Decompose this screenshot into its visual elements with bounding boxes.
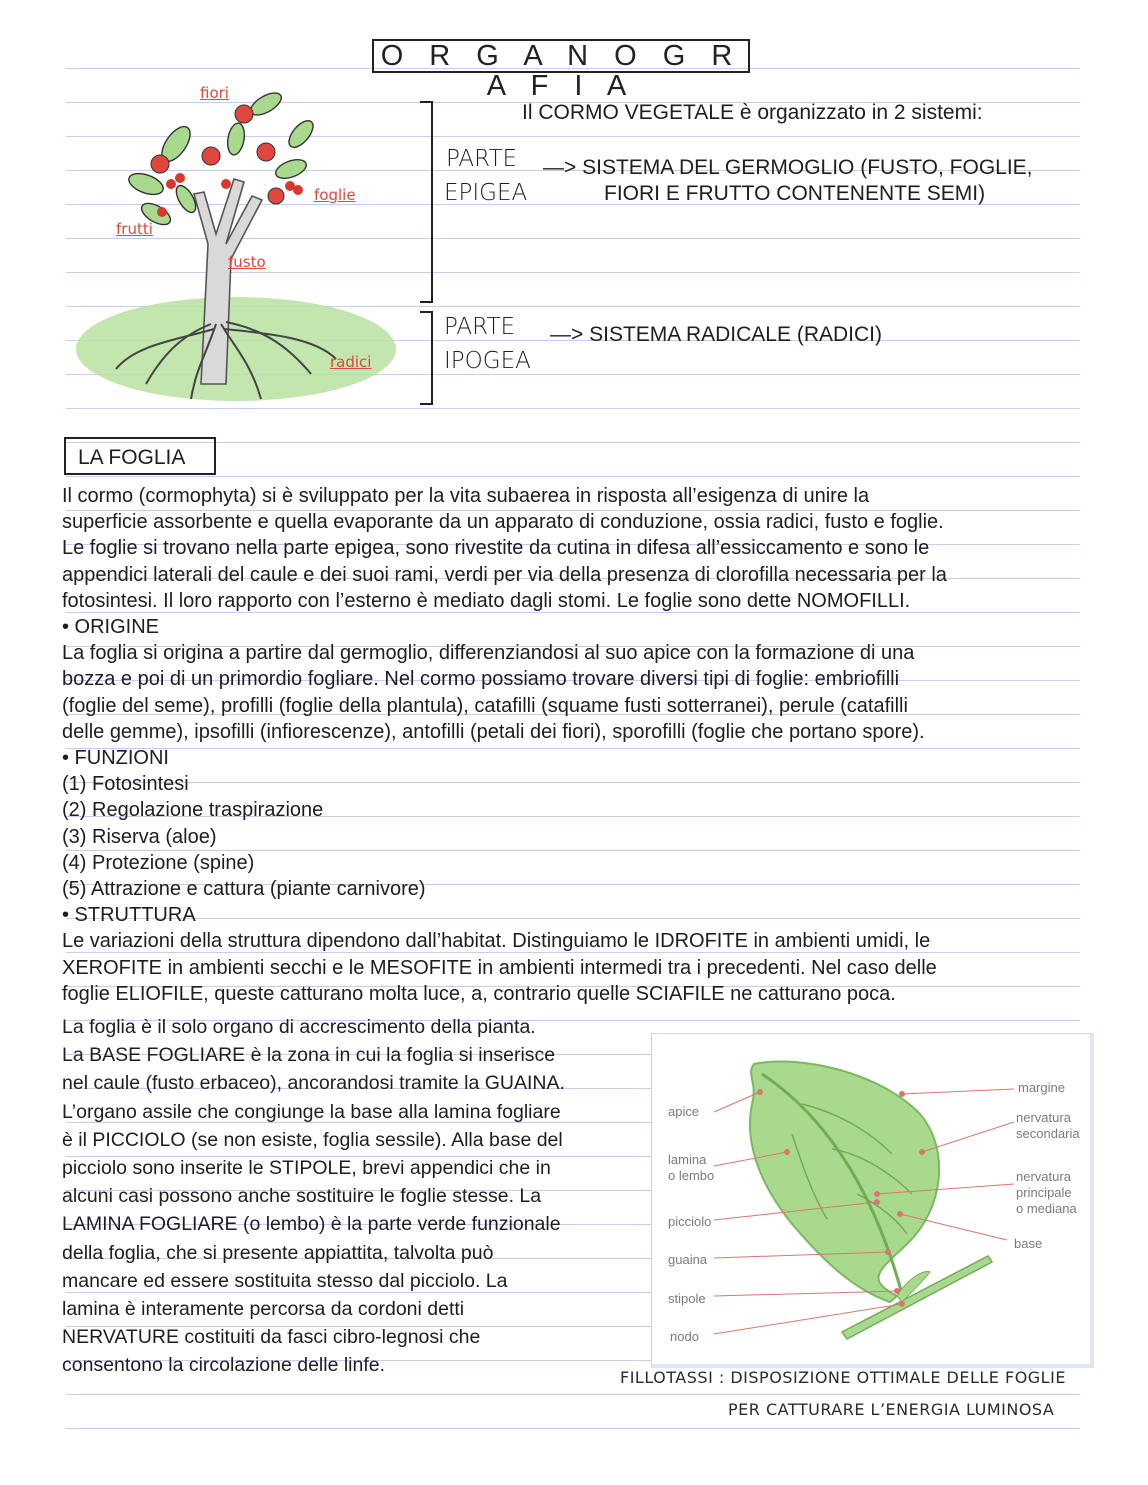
fruit bbox=[175, 173, 185, 183]
intro-line: (foglie del seme), profilli (foglie della plantula), catafilli (squame fusti sotterranei), perule (catafilli bbox=[62, 694, 908, 717]
label-guaina: guaina bbox=[668, 1252, 708, 1267]
label-foglie: foglie bbox=[314, 186, 356, 204]
intro-line: XEROFITE in ambienti secchi e le MESOFITE in ambienti intermedi tra i precedenti. Nel caso delle bbox=[62, 956, 937, 979]
structure-line: della foglia, che si presente appiattita, talvolta può bbox=[62, 1241, 494, 1264]
epigea-arrow-1: —> SISTEMA DEL GERMOGLIO (FUSTO, FOGLIE, bbox=[543, 156, 1033, 179]
structure-line: NERVATURE costituiti da fasci cibro-legnosi che bbox=[62, 1326, 481, 1349]
flower bbox=[235, 105, 253, 123]
fruit bbox=[293, 185, 303, 195]
page-title: O R G A N O G R A F I A bbox=[372, 39, 750, 73]
intro-line: Il cormo (cormophyta) si è sviluppato per la vita subaerea in risposta all’esigenza di unire la bbox=[62, 485, 870, 507]
leaf-blade bbox=[750, 1061, 939, 1302]
intro-line: • FUNZIONI bbox=[62, 747, 169, 770]
intro-line: La foglia si origina a partire dal germoglio, differenziandosi al suo apice con la formazione di una bbox=[62, 642, 915, 665]
section-title-la-foglia: LA FOGLIA bbox=[64, 437, 216, 475]
structure-line: è il PICCIOLO (se non esiste, foglia sessile). Alla base del bbox=[62, 1128, 563, 1151]
structure-text-block bbox=[62, 1013, 565, 1380]
leaf bbox=[126, 169, 166, 198]
ruled-line bbox=[66, 1394, 1080, 1395]
intro-line: bozza e poi di un primordio fogliare. Nel cormo possiamo trovare diversi tipi di foglie: embriofilli bbox=[62, 668, 900, 691]
label-radici: radici bbox=[330, 353, 372, 371]
label-o-mediana: o mediana bbox=[1016, 1201, 1077, 1216]
label-base: base bbox=[1014, 1236, 1043, 1251]
label-nervatura-2: nervatura bbox=[1016, 1169, 1071, 1184]
flower bbox=[257, 143, 275, 161]
structure-line: consentono la circolazione delle linfe. bbox=[62, 1354, 386, 1377]
label-nodo: nodo bbox=[670, 1329, 699, 1344]
flower bbox=[151, 155, 169, 173]
intro-line: superficie assorbente e quella evaporante da un apparato di conduzione, ossia radici, fusto e foglie. bbox=[62, 511, 944, 534]
structure-line: La foglia è il solo organo di accrescimento della pianta. bbox=[62, 1016, 536, 1038]
intro-line: (3) Riserva (aloe) bbox=[62, 825, 217, 848]
label-fusto: fusto bbox=[228, 253, 266, 271]
intro-line: delle gemme), ipsofilli (infiorescenze), antofilli (petali dei fiori), sporofilli (foglie che portano spore). bbox=[62, 720, 925, 743]
intro-line: • ORIGINE bbox=[62, 616, 160, 639]
fruit bbox=[157, 207, 167, 217]
intro-line: fotosintesi. Il loro rapporto con l’esterno è mediato dagli stomi. Le foglie sono dette NOMOFILLI. bbox=[62, 589, 911, 612]
intro-line: foglie ELIOFILE, queste catturano molta luce, a, contrario quelle SCIAFILE ne catturano poca. bbox=[62, 982, 896, 1005]
structure-line: La BASE FOGLIARE è la zona in cui la foglia si inserisce bbox=[62, 1044, 556, 1067]
intro-line: (2) Regolazione traspirazione bbox=[62, 799, 324, 822]
label-lamina: lamina bbox=[668, 1152, 707, 1167]
ipogea-arrow: —> SISTEMA RADICALE (RADICI) bbox=[550, 323, 882, 346]
label-stipole: stipole bbox=[668, 1291, 706, 1306]
brackets bbox=[414, 98, 444, 410]
ruled-line bbox=[66, 1428, 1080, 1429]
structure-line: mancare ed essere sostituita stesso dal picciolo. La bbox=[62, 1269, 508, 1292]
label-frutti: frutti bbox=[116, 220, 153, 238]
ruled-line bbox=[66, 442, 1080, 443]
structure-line: LAMINA FOGLIARE (o lembo) è la parte verde funzionale bbox=[62, 1213, 561, 1236]
flower bbox=[268, 188, 284, 204]
label-margine: margine bbox=[1018, 1080, 1065, 1095]
label-o-lembo: o lembo bbox=[668, 1168, 715, 1183]
label-principale: principale bbox=[1016, 1185, 1072, 1200]
label-secondaria: secondaria bbox=[1016, 1126, 1080, 1141]
leaf-diagram bbox=[651, 1033, 1094, 1368]
label-apice: apice bbox=[668, 1104, 700, 1119]
ipogea-word-1: PARTE bbox=[444, 314, 516, 340]
intro-line: (1) Fotosintesi bbox=[62, 773, 189, 796]
intro-text-block bbox=[62, 483, 947, 1007]
ground-patch bbox=[76, 297, 396, 401]
structure-line: alcuni casi possono anche sostituire le foglie stesse. La bbox=[62, 1185, 542, 1208]
structure-line: nel caule (fusto erbaceo), ancorandosi tramite la GUAINA. bbox=[62, 1072, 565, 1095]
bracket-epigea bbox=[420, 102, 432, 302]
label-nervatura-1: nervatura bbox=[1016, 1110, 1071, 1125]
fruit bbox=[166, 179, 176, 189]
epigea-arrow-2: FIORI E FRUTTO CONTENENTE SEMI) bbox=[604, 182, 986, 205]
intro-line: (5) Attrazione e cattura (piante carnivore) bbox=[62, 878, 426, 901]
label-picciolo: picciolo bbox=[668, 1214, 712, 1229]
leaf bbox=[225, 122, 246, 156]
epigea-word-2: EPIGEA bbox=[444, 180, 528, 206]
ipogea-word-2: IPOGEA bbox=[444, 348, 531, 374]
structure-line: lamina è interamente percorsa da cordoni detti bbox=[62, 1298, 465, 1321]
intro-line: Le variazioni della struttura dipendono dall’habitat. Distinguiamo le IDROFITE in ambienti umidi, le bbox=[62, 930, 931, 953]
bracket-ipogea bbox=[420, 312, 432, 404]
structure-line: L’organo assile che congiunge la base alla lamina fogliare bbox=[62, 1100, 561, 1123]
intro-line: (4) Protezione (spine) bbox=[62, 851, 255, 874]
label-fiori: fiori bbox=[200, 84, 229, 102]
flower bbox=[202, 147, 220, 165]
cormo-intro: Il CORMO VEGETALE è organizzato in 2 sistemi: bbox=[522, 101, 983, 124]
intro-line: Le foglie si trovano nella parte epigea, sono rivestite da cutina in difesa all’essiccamento e sono le bbox=[62, 537, 930, 560]
ruled-line bbox=[66, 476, 1080, 477]
fruit bbox=[221, 179, 231, 189]
epigea-word-1: PARTE bbox=[446, 146, 518, 172]
leaf bbox=[285, 117, 318, 152]
fillotassi-line-2: PER CATTURARE L’ENERGIA LUMINOSA bbox=[728, 1400, 1055, 1419]
intro-line: • STRUTTURA bbox=[62, 904, 196, 927]
leaf bbox=[273, 156, 309, 182]
fillotassi-line-1: FILLOTASSI : DISPOSIZIONE OTTIMALE DELLE FOGLIE bbox=[620, 1368, 1066, 1387]
structure-line: picciolo sono inserite le STIPOLE, brevi appendici che in bbox=[62, 1157, 551, 1180]
intro-line: appendici laterali del caule e dei suoi rami, verdi per via della presenza di clorofilla necessaria per la bbox=[62, 563, 947, 586]
